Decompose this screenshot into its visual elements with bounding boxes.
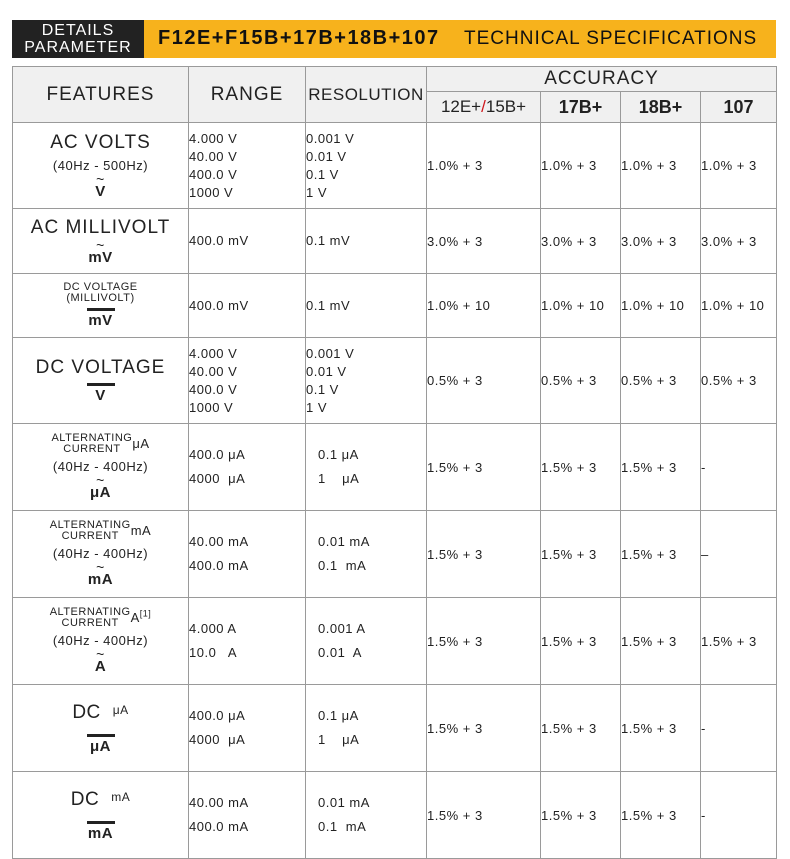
resolution-cell (306, 274, 427, 338)
ac-milliamp-symbol (13, 559, 188, 588)
dc-icon: ▬▬▬ (87, 728, 114, 740)
accuracy-cell: 1.0% + 10 (701, 274, 777, 338)
resolution-value: 0.01 V (306, 148, 347, 164)
accuracy-cell: 1.5% + 3 (541, 598, 621, 685)
range-cell (189, 424, 306, 511)
accuracy-cell: 1.0% + 10 (541, 274, 621, 338)
resolution-value: 0.1 mV (306, 233, 351, 248)
range-value: 4.000 V (189, 130, 238, 146)
feature-frequency: (40Hz - 500Hz) (52, 157, 149, 173)
table-row (13, 209, 777, 274)
resolution-value: 1 μA (318, 471, 360, 486)
feature-subtitle: CURRENT (61, 530, 119, 542)
unit-text: A (130, 610, 140, 625)
resolution-cell (306, 209, 427, 274)
resolution-cell (306, 338, 427, 424)
accuracy-cell: 1.5% + 3 (541, 424, 621, 511)
accuracy-cell: 1.5% + 3 (541, 685, 621, 772)
table-row (13, 685, 777, 772)
accuracy-cell: 1.5% + 3 (541, 511, 621, 598)
feature-title: ALTERNATING (49, 606, 131, 618)
accuracy-cell: 1.5% + 3 (541, 772, 621, 859)
model-list: F12E+F15B+17B+18B+107 (158, 27, 440, 49)
resolution-value: 0.001 A (318, 621, 366, 636)
range-value: 40.00 mA (189, 534, 249, 549)
feature-cell (13, 772, 189, 859)
resolution-value: 0.1 mA (318, 558, 367, 573)
resolution-value: 0.1 V (306, 166, 339, 182)
accuracy-cell: 1.5% + 3 (427, 424, 541, 511)
accuracy-cell: – (701, 511, 777, 598)
range-value: 400.0 μA (189, 447, 246, 462)
feature-cell (13, 598, 189, 685)
resolution-value: 0.1 V (306, 381, 339, 397)
accuracy-cell: 0.5% + 3 (541, 338, 621, 424)
header-features: FEATURES (13, 67, 189, 123)
range-value: 1000 V (189, 184, 234, 200)
accuracy-cell: 1.0% + 10 (621, 274, 701, 338)
accuracy-cell: 1.5% + 3 (427, 598, 541, 685)
feature-title: ALTERNATING (49, 519, 131, 531)
footnote-marker: [1] (139, 608, 152, 619)
feature-cell (13, 338, 189, 424)
range-value: 400.0 mA (189, 819, 249, 834)
accuracy-cell: 1.5% + 3 (621, 511, 701, 598)
symbol-unit: mA (87, 571, 114, 588)
header-range: RANGE (189, 67, 306, 123)
accuracy-cell: 1.5% + 3 (621, 424, 701, 511)
table-row (13, 772, 777, 859)
badge-line-1: DETAILS (41, 22, 115, 39)
feature-subtitle: CURRENT (63, 443, 121, 455)
resolution-value: 0.1 mV (306, 297, 351, 313)
feature-frequency: (40Hz - 400Hz) (52, 546, 149, 561)
details-badge (12, 20, 144, 58)
range-cell (189, 511, 306, 598)
header-resolution: RESOLUTION (306, 67, 427, 123)
range-cell (189, 772, 306, 859)
resolution-value: 1 μA (318, 732, 360, 747)
symbol-unit: μA (89, 484, 111, 501)
accuracy-cell: 3.0% + 3 (427, 209, 541, 274)
header-accuracy: ACCURACY (427, 67, 777, 92)
symbol-unit: A (94, 658, 107, 675)
ac-microamp-symbol (13, 472, 188, 501)
dc-microamp-symbol (13, 728, 188, 755)
feature-title: AC VOLTS (50, 131, 151, 153)
table-row (13, 123, 777, 209)
header-model-18b: 18B+ (621, 92, 701, 123)
range-value: 4.000 A (189, 621, 237, 636)
resolution-value: 0.01 mA (318, 795, 370, 810)
feature-title-group (50, 607, 131, 629)
range-value: 40.00 V (189, 148, 238, 164)
header (0, 0, 790, 62)
feature-title: ALTERNATING (51, 432, 133, 444)
range-value: 10.0 A (189, 645, 238, 660)
dc-icon: ▬▬▬ (87, 815, 114, 827)
ac-volt-symbol (13, 170, 188, 200)
tilde-icon: ~ (96, 236, 105, 253)
header-model-17b: 17B+ (541, 92, 621, 123)
symbol-unit: V (95, 182, 106, 200)
range-value: 400.0 V (189, 381, 238, 397)
feature-frequency: (40Hz - 400Hz) (52, 459, 149, 474)
accuracy-cell: 3.0% + 3 (621, 209, 701, 274)
dc-volt-symbol (13, 378, 188, 404)
feature-cell (13, 685, 189, 772)
range-cell (189, 685, 306, 772)
model-slash: / (481, 97, 486, 116)
symbol-unit: mA (87, 824, 114, 842)
range-value: 400.0 V (189, 166, 238, 182)
range-cell (189, 598, 306, 685)
resolution-cell (306, 772, 427, 859)
accuracy-cell: 0.5% + 3 (621, 338, 701, 424)
feature-title-group (50, 520, 131, 542)
symbol-unit: μA (89, 737, 111, 755)
accuracy-cell: 1.5% + 3 (701, 598, 777, 685)
accuracy-cell: - (701, 685, 777, 772)
model-15b-label: 15B+ (485, 97, 527, 116)
resolution-value: 0.001 V (306, 130, 355, 146)
tilde-icon: ~ (96, 170, 105, 187)
tilde-icon: ~ (96, 559, 105, 575)
resolution-value: 0.01 A (318, 645, 362, 660)
range-cell (189, 274, 306, 338)
feature-title: AC MILLIVOLT (30, 216, 171, 238)
range-value: 1000 V (189, 399, 234, 415)
range-cell (189, 209, 306, 274)
range-value: 40.00 V (189, 363, 238, 379)
header-model-107: 107 (701, 92, 777, 123)
accuracy-cell: 1.0% + 10 (427, 274, 541, 338)
resolution-value: 0.1 mA (318, 819, 367, 834)
table-row (13, 598, 777, 685)
resolution-cell (306, 598, 427, 685)
range-value: 4000 μA (189, 732, 246, 747)
resolution-value: 0.001 V (306, 345, 355, 361)
feature-unit: mA (130, 523, 152, 538)
ac-amp-symbol (13, 646, 188, 675)
resolution-value: 0.01 V (306, 363, 347, 379)
resolution-value: 0.01 mA (318, 534, 370, 549)
range-value: 4.000 V (189, 345, 238, 361)
accuracy-cell: 3.0% + 3 (541, 209, 621, 274)
range-cell (189, 338, 306, 424)
tilde-icon: ~ (96, 472, 105, 488)
accuracy-cell: 1.5% + 3 (621, 772, 701, 859)
feature-title: DC (70, 788, 100, 810)
feature-title-group (51, 433, 132, 455)
accuracy-cell: 1.0% + 3 (701, 123, 777, 209)
resolution-value: 1 V (306, 399, 328, 415)
range-value: 400.0 mV (189, 297, 249, 313)
feature-cell (13, 424, 189, 511)
accuracy-cell: - (701, 772, 777, 859)
accuracy-cell: 1.5% + 3 (621, 598, 701, 685)
accuracy-cell: 1.5% + 3 (427, 685, 541, 772)
accuracy-cell: 1.5% + 3 (621, 685, 701, 772)
feature-cell (13, 209, 189, 274)
spec-table (12, 66, 777, 859)
accuracy-cell: 0.5% + 3 (701, 338, 777, 424)
accuracy-cell: 1.0% + 3 (541, 123, 621, 209)
table-row (13, 338, 777, 424)
feature-title: DC (72, 701, 101, 723)
tilde-icon: ~ (96, 646, 105, 662)
accuracy-cell: 1.0% + 3 (621, 123, 701, 209)
feature-unit (131, 610, 152, 625)
dc-milliamp-symbol (13, 815, 188, 842)
feature-cell (13, 123, 189, 209)
resolution-cell (306, 424, 427, 511)
resolution-cell (306, 511, 427, 598)
feature-unit: mA (111, 789, 131, 804)
resolution-value: 0.1 μA (318, 708, 359, 723)
range-value: 400.0 mA (189, 558, 249, 573)
accuracy-cell: - (701, 424, 777, 511)
accuracy-cell: 1.5% + 3 (427, 772, 541, 859)
dc-millivolt-symbol (13, 303, 188, 329)
symbol-unit: V (95, 387, 106, 404)
resolution-value: 1 V (306, 184, 328, 200)
resolution-cell (306, 123, 427, 209)
resolution-cell (306, 685, 427, 772)
feature-title: DC VOLTAGE (35, 357, 166, 378)
dc-icon: ▬▬▬ (87, 378, 114, 389)
symbol-unit: mV (88, 312, 113, 329)
accuracy-cell: 3.0% + 3 (701, 209, 777, 274)
feature-unit: μA (132, 436, 150, 451)
table-row (13, 274, 777, 338)
accuracy-cell: 1.0% + 3 (427, 123, 541, 209)
feature-subtitle: (MILLIVOLT) (66, 292, 135, 304)
dc-icon: ▬▬▬ (87, 303, 114, 314)
range-cell (189, 123, 306, 209)
title-bar (144, 20, 776, 58)
range-value: 4000 μA (189, 471, 246, 486)
page-title: TECHNICAL SPECIFICATIONS (464, 28, 758, 49)
accuracy-cell: 1.5% + 3 (427, 511, 541, 598)
table-row (13, 424, 777, 511)
range-value: 40.00 mA (189, 795, 249, 810)
symbol-unit: mV (88, 248, 113, 266)
feature-cell (13, 274, 189, 338)
ac-millivolt-symbol (13, 236, 188, 266)
feature-frequency: (40Hz - 400Hz) (52, 633, 149, 648)
feature-subtitle: CURRENT (61, 617, 119, 629)
header-model-12e-15b (427, 92, 541, 123)
feature-title: DC VOLTAGE (63, 281, 138, 293)
accuracy-cell: 0.5% + 3 (427, 338, 541, 424)
badge-line-2: PARAMETER (24, 39, 132, 56)
table-row (13, 511, 777, 598)
feature-unit: μA (112, 702, 129, 717)
range-value: 400.0 mV (189, 233, 249, 248)
model-12e-label: 12E+ (440, 97, 482, 116)
range-value: 400.0 μA (189, 708, 246, 723)
resolution-value: 0.1 μA (318, 447, 359, 462)
feature-cell (13, 511, 189, 598)
